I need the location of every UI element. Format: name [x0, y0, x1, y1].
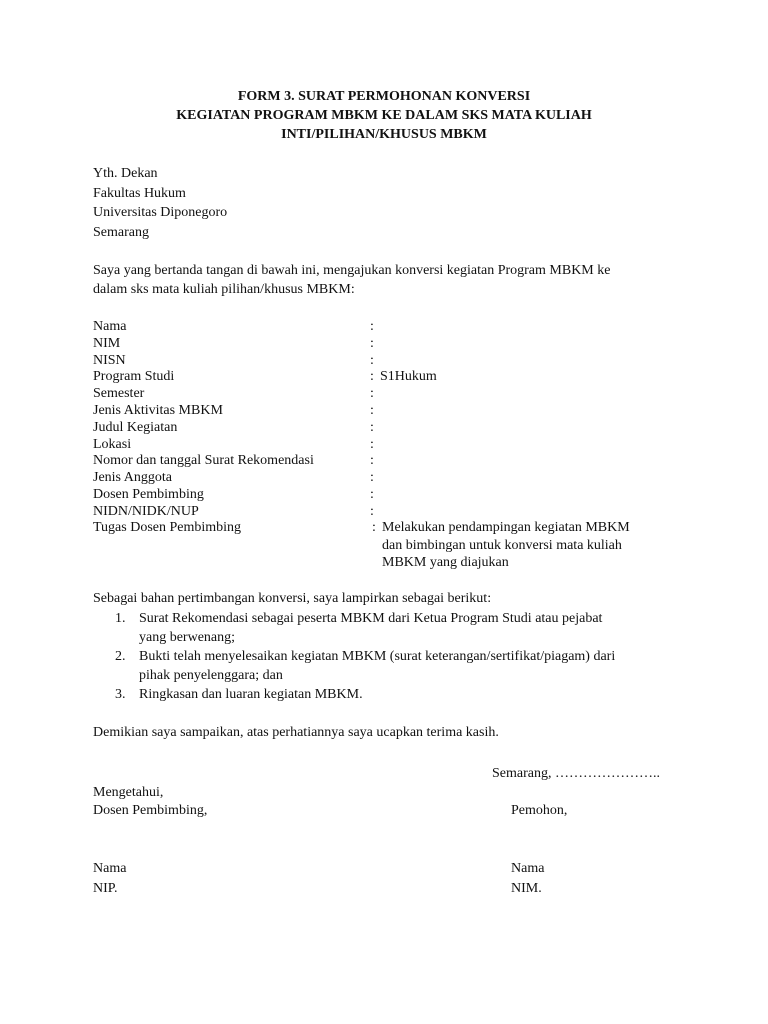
field-label: Semester — [93, 386, 145, 402]
list-line-1: Bukti telah menyelesaikan kegiatan MBKM (surat keterangan/sertifikat/piagam) dari — [139, 649, 616, 664]
dosen-nip-label: NIP. — [93, 881, 118, 896]
intro-paragraph — [93, 261, 693, 299]
attachments-intro: Sebagai bahan pertimbangan konversi, saya lampirkan sebagai berikut: — [93, 591, 492, 606]
field-row-jenis-anggota — [93, 470, 693, 487]
field-label: Jenis Aktivitas MBKM — [93, 402, 223, 418]
field-row-lokasi — [93, 437, 693, 454]
field-label: NIDN/NIDK/NUP — [93, 503, 199, 519]
field-colon: : — [370, 369, 374, 385]
list-number: 2. — [115, 649, 126, 664]
title-line-1: FORM 3. SURAT PERMOHONAN KONVERSI — [237, 89, 531, 104]
field-row-surat-rekomendasi — [93, 453, 693, 470]
address-line-4: Semarang — [93, 224, 149, 240]
list-text — [139, 685, 363, 704]
address-line-1: Yth. Dekan — [93, 166, 158, 181]
pemohon-label: Pemohon, — [511, 803, 568, 818]
field-row-jenis-aktivitas — [93, 403, 693, 420]
pemohon-nim-label: NIM. — [511, 881, 542, 896]
list-text — [139, 609, 602, 647]
field-row-nisn — [93, 353, 693, 370]
field-label: Program Studi — [93, 369, 175, 385]
place-date: Semarang, ………………….. — [492, 766, 660, 781]
field-colon: : — [370, 436, 374, 452]
field-label: NISN — [93, 352, 126, 368]
field-label: Dosen Pembimbing — [93, 486, 204, 502]
field-colon: : — [370, 335, 374, 351]
field-row-judul-kegiatan — [93, 420, 693, 437]
field-label: Judul Kegiatan — [93, 419, 178, 435]
field-row-dosen-pembimbing — [93, 487, 693, 504]
list-number: 1. — [115, 611, 126, 626]
field-colon: : — [370, 503, 374, 519]
tugas-line-2: dan bimbingan untuk konversi mata kuliah — [382, 537, 622, 553]
list-text — [139, 647, 615, 685]
tugas-label: Tugas Dosen Pembimbing — [93, 520, 242, 535]
field-label: Lokasi — [93, 436, 132, 452]
field-value: S1Hukum — [380, 369, 437, 385]
intro-line-1: Saya yang bertanda tangan di bawah ini, mengajukan konversi kegiatan Program MBKM ke — [93, 263, 611, 278]
tugas-colon: : — [372, 520, 376, 535]
field-colon: : — [370, 419, 374, 435]
field-row-nama — [93, 319, 693, 336]
address-line-2: Fakultas Hukum — [93, 185, 186, 201]
list-line-2: yang berwenang; — [139, 630, 236, 645]
field-colon: : — [370, 352, 374, 368]
list-line-1: Surat Rekomendasi sebagai peserta MBKM dari Ketua Program Studi atau pejabat — [139, 611, 603, 626]
field-label: Jenis Anggota — [93, 470, 172, 486]
list-line-1: Ringkasan dan luaran kegiatan MBKM. — [139, 687, 363, 702]
address-line-3: Universitas Diponegoro — [93, 205, 228, 220]
field-colon: : — [370, 486, 374, 502]
field-row-nim — [93, 336, 693, 353]
field-colon: : — [370, 453, 374, 469]
title-line-3: INTI/PILIHAN/KHUSUS MBKM — [281, 127, 487, 142]
list-number: 3. — [115, 687, 126, 702]
field-label: Nomor dan tanggal Surat Rekomendasi — [93, 453, 314, 469]
mengetahui-label: Mengetahui, — [93, 785, 164, 800]
field-colon: : — [370, 470, 374, 486]
tugas-line-1: Melakukan pendampingan kegiatan MBKM — [382, 520, 630, 535]
title-line-2: KEGIATAN PROGRAM MBKM KE DALAM SKS MATA KULIAH — [176, 108, 592, 123]
dosen-pembimbing-label: Dosen Pembimbing, — [93, 803, 208, 818]
list-line-2: pihak penyelenggara; dan — [139, 668, 283, 683]
field-row-semester — [93, 386, 693, 403]
form-title — [0, 87, 768, 144]
closing-sentence: Demikian saya sampaikan, atas perhatiannya saya ucapkan terima kasih. — [93, 725, 499, 740]
intro-line-2: dalam sks mata kuliah pilihan/khusus MBKM: — [93, 282, 355, 297]
field-colon: : — [370, 386, 374, 402]
field-label: NIM — [93, 335, 121, 351]
pemohon-nama-label: Nama — [511, 861, 545, 876]
tugas-value — [382, 519, 630, 572]
field-row-program-studi — [93, 369, 693, 386]
applicant-fields — [93, 319, 693, 521]
tugas-line-3: MBKM yang diajukan — [382, 555, 509, 570]
field-colon: : — [370, 402, 374, 418]
recipient-address — [93, 164, 227, 242]
field-label: Nama — [93, 319, 127, 334]
field-colon: : — [370, 319, 374, 334]
dosen-nama-label: Nama — [93, 861, 127, 876]
